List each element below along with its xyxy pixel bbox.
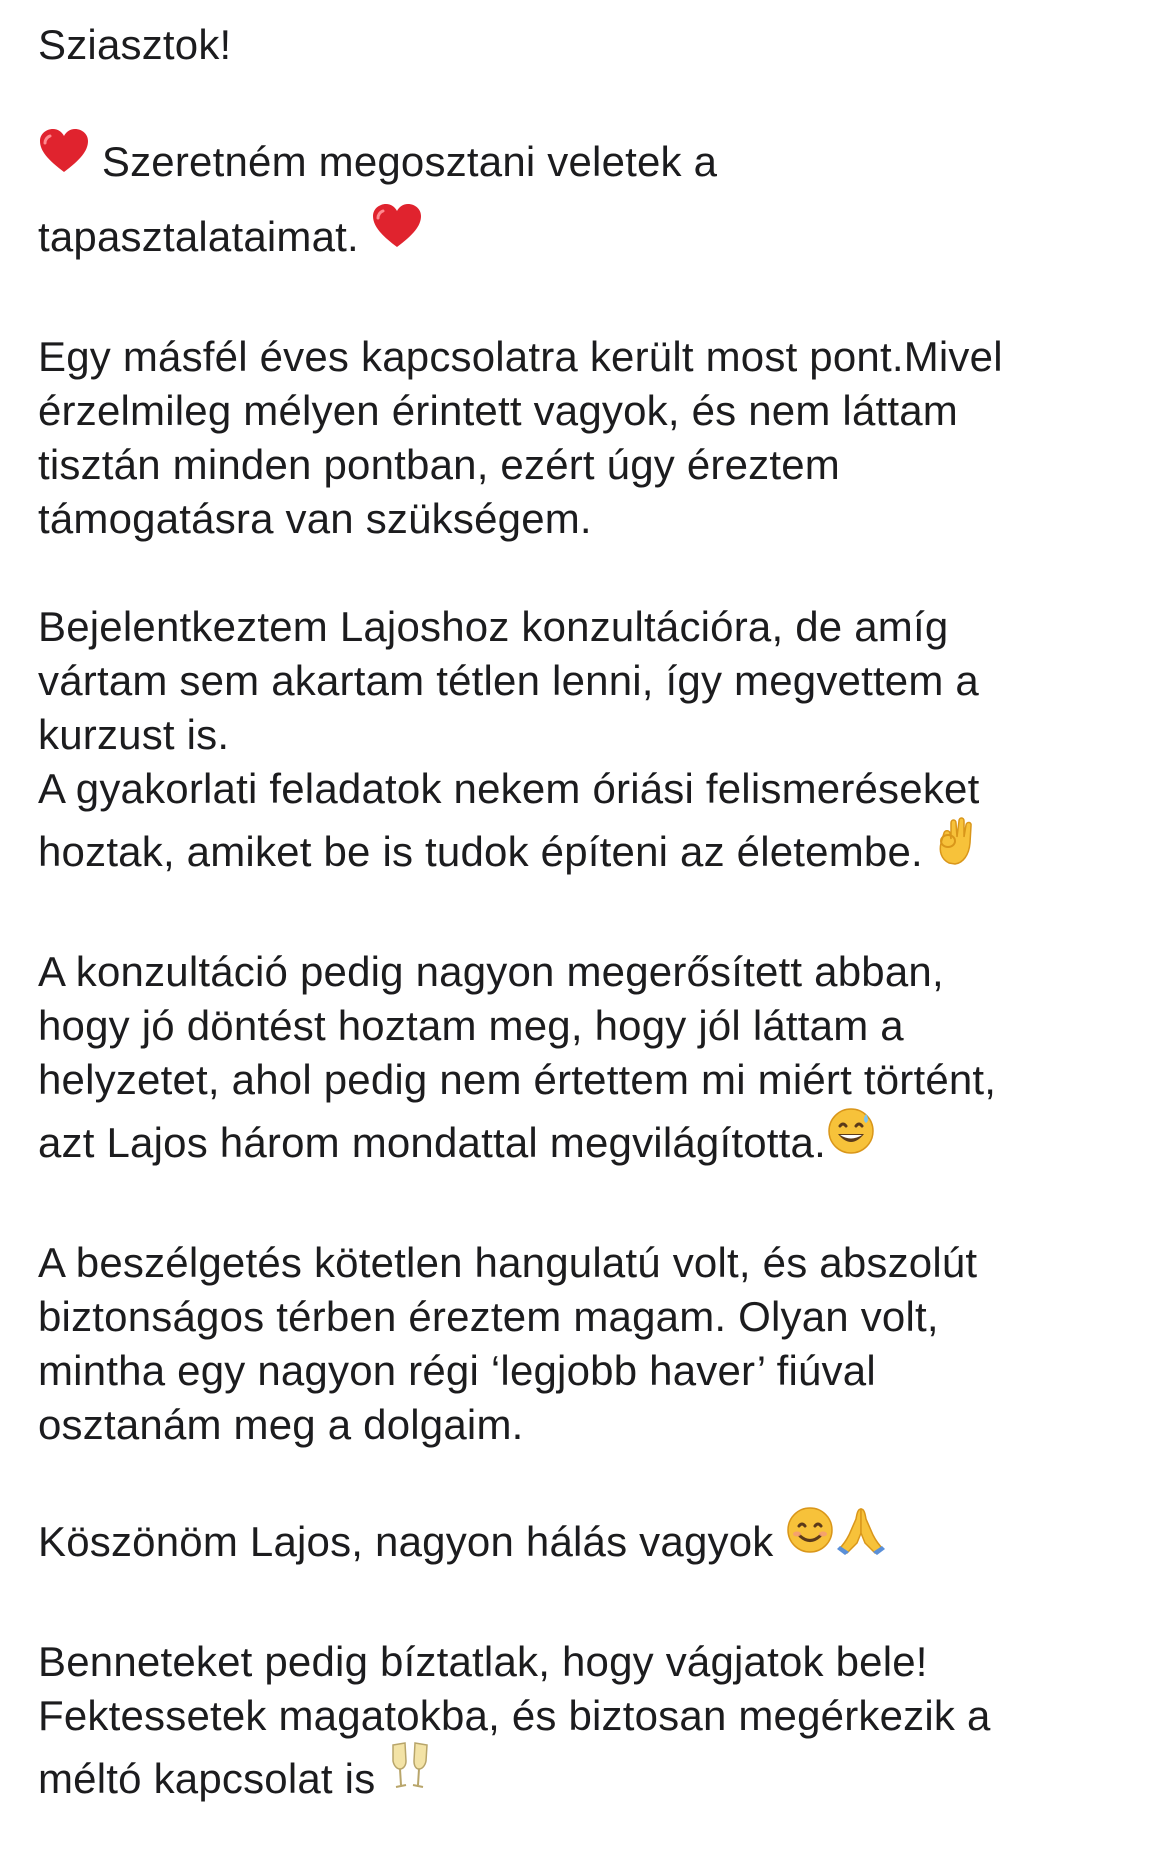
p4-line: osztanám meg a dolgaim.: [38, 1400, 524, 1448]
p4-line: mintha egy nagyon régi ‘legjobb haver’ fiúval: [38, 1346, 876, 1394]
greeting-text: Sziasztok!: [38, 21, 232, 68]
p6-line: Benneteket pedig bíztatlak, hogy vágjatok bele!: [38, 1637, 928, 1685]
p6-line: méltó kapcsolat is: [38, 1754, 376, 1802]
red-heart-icon: [371, 200, 423, 272]
paragraph-1: [38, 330, 1148, 546]
p2-line: hoztak, amiket be is tudok építeni az életembe.: [38, 827, 923, 875]
folded-hands-icon: [835, 1505, 887, 1577]
p6-last-line: [38, 1743, 1148, 1818]
p3-line: A konzultáció pedig nagyon megerősített abban,: [38, 947, 944, 995]
p3-line: hogy jó döntést hoztam meg, hogy jól láttam a: [38, 1001, 904, 1049]
grinning-sweat-icon: [826, 1106, 876, 1178]
ok-hand-icon: [935, 815, 981, 887]
intro-line-1: [38, 126, 1148, 201]
p3-last-line: [38, 1107, 1148, 1182]
paragraph-3: [38, 945, 1148, 1182]
paragraph-5: [38, 1506, 1148, 1581]
intro-text-2: tapasztalataimat.: [38, 212, 359, 260]
p2-line: vártam sem akartam tétlen lenni, így megvettem a: [38, 656, 979, 704]
smiling-face-icon: [785, 1505, 835, 1577]
intro-text-1: Szeretném megosztani veletek a: [101, 138, 718, 185]
intro-paragraph: [38, 126, 1148, 276]
p5-line-wrap: [38, 1506, 1148, 1581]
greeting-paragraph: [38, 18, 1148, 72]
p1-line: támogatásra van szükségem.: [38, 494, 592, 542]
paragraph-4: [38, 1236, 1148, 1452]
p4-line: biztonságos térben éreztem magam. Olyan volt,: [38, 1292, 939, 1340]
p4-line: A beszélgetés kötetlen hangulatú volt, és abszolút: [38, 1238, 978, 1286]
red-heart-icon: [38, 125, 90, 197]
p2-line: kurzust is.: [38, 710, 230, 758]
p2-line: A gyakorlati feladatok nekem óriási felismeréseket: [38, 764, 980, 812]
p2-line: Bejelentkeztem Lajoshoz konzultációra, de amíg: [38, 602, 949, 650]
p1-line: tisztán minden pontban, ezért úgy éreztem: [38, 440, 840, 488]
p6-line: Fektessetek magatokba, és biztosan megérkezik a: [38, 1691, 991, 1739]
intro-line-2: [38, 201, 1148, 276]
p3-line: helyzetet, ahol pedig nem értettem mi miért történt,: [38, 1055, 997, 1103]
p1-line: érzelmileg mélyen érintett vagyok, és nem láttam: [38, 386, 958, 434]
clinking-glasses-icon: [387, 1741, 433, 1813]
p5-line: Köszönöm Lajos, nagyon hálás vagyok: [38, 1517, 774, 1565]
post-body: [38, 18, 1148, 1871]
paragraph-2: [38, 600, 1148, 891]
paragraph-6: [38, 1635, 1148, 1818]
p1-line: Egy másfél éves kapcsolatra került most pont.Mivel: [38, 332, 1003, 380]
p2-last-line: [38, 816, 1148, 891]
p3-line: azt Lajos három mondattal megvilágította.: [38, 1118, 826, 1166]
